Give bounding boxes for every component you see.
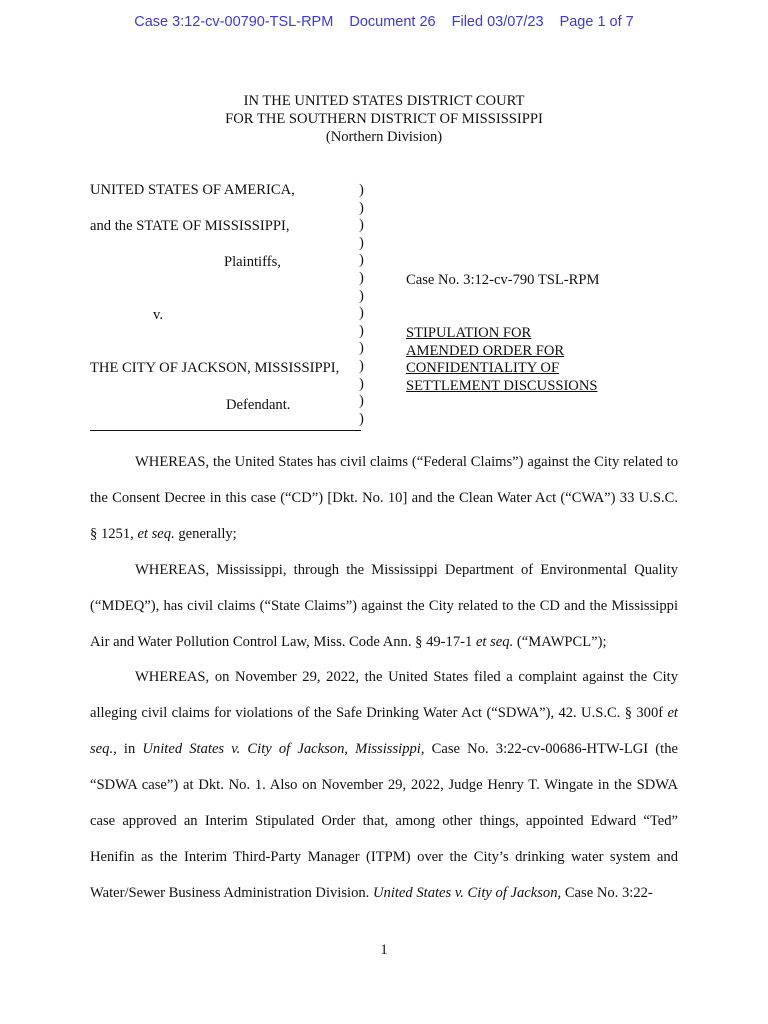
paragraph-text: (“MAWPCL”); — [513, 633, 607, 650]
document-title-line: CONFIDENTIALITY OF — [406, 360, 560, 377]
caption-document-title — [406, 325, 598, 395]
document-title-line: STIPULATION FOR — [406, 325, 532, 341]
stamp-case-number: Case 3:12-cv-00790-TSL-RPM — [134, 14, 334, 30]
paragraph-text: WHEREAS, on November 29, 2022, the United States filed a complaint against the City alleging civil claims for violations of the Safe Drinking Water Act (“SDWA”), 42. U.S.C. § 300f — [90, 669, 678, 722]
paren: ) — [359, 217, 364, 234]
caption-plaintiff-1: UNITED STATES OF AMERICA, — [90, 182, 295, 198]
page-number: 1 — [380, 942, 388, 958]
paragraph-text: WHEREAS, the United States has civil claims (“Federal Claims”) against the City related to the Consent Decree in this case (“CD”) [Dkt. No. 10] and the Clean Water Act (“CWA”) 33 U.S.C. § 1251, — [90, 454, 678, 542]
paren: ) — [359, 182, 364, 198]
court-heading-line1: IN THE UNITED STATES DISTRICT COURT — [243, 93, 525, 109]
paragraph-italic: et seq. — [475, 633, 514, 650]
paragraph-italic: et seq. — [90, 705, 678, 758]
paren: ) — [359, 305, 364, 322]
case-citation: United States v. City of Jackson, Mississippi — [142, 741, 421, 758]
paren: ) — [359, 393, 364, 410]
stamp-page-count: Page 1 of 7 — [559, 14, 634, 30]
paragraph-text: , in — [113, 741, 143, 758]
caption-versus: v. — [153, 307, 163, 323]
caption-bottom-rule — [90, 430, 361, 431]
paragraph-text: WHEREAS, Mississippi, through the Mississippi Department of Environmental Quality (“MDEQ”), has civil claims (“State Claims”) against the City related to the CD and the Mississippi Air and Water Pollution Control Law, Miss. Code Ann. § 49-17-1 — [90, 561, 678, 650]
ecf-header-stamp — [0, 14, 768, 30]
whereas-paragraph-sdwa-complaint — [90, 660, 678, 911]
whereas-paragraph-state-claims — [90, 553, 678, 661]
document-body — [90, 445, 678, 912]
caption-plaintiffs-label: Plaintiffs, — [224, 254, 281, 270]
paren: ) — [359, 199, 364, 216]
paragraph-text: Case No. 3:22- — [561, 884, 653, 901]
paren: ) — [359, 322, 364, 339]
paragraph-text: generally; — [174, 525, 237, 542]
court-heading-line3: (Northern Division) — [325, 129, 443, 145]
paren: ) — [359, 410, 364, 427]
paren: ) — [359, 375, 364, 392]
whereas-paragraph-federal-claims — [90, 445, 678, 553]
document-title-line: AMENDED ORDER FOR — [406, 342, 565, 359]
court-heading-line2: FOR THE SOUTHERN DISTRICT OF MISSISSIPPI — [225, 111, 543, 127]
paren: ) — [359, 340, 364, 357]
document-title-line: SETTLEMENT DISCUSSIONS — [406, 377, 598, 394]
stamp-document-number: Document 26 — [349, 14, 436, 30]
paren: ) — [359, 357, 364, 374]
paren: ) — [359, 234, 364, 251]
case-citation: United States v. City of Jackson, — [372, 884, 562, 901]
stamp-filed-date: Filed 03/07/23 — [451, 14, 544, 30]
paren: ) — [359, 252, 364, 269]
caption-parenthesis-column — [359, 182, 364, 428]
paren: ) — [359, 269, 364, 286]
paragraph-italic: et seq. — [137, 525, 175, 542]
caption-defendant: THE CITY OF JACKSON, MISSISSIPPI, — [90, 360, 340, 376]
paren: ) — [359, 287, 364, 304]
caption-defendant-label: Defendant. — [226, 397, 291, 413]
paragraph-text: , Case No. 3:22-cv-00686-HTW-LGI (the “SDWA case”) at Dkt. No. 1. Also on November 29, 2022, Judge Henry T. Wingate in the SDWA case approved an Interim Stipulated Order that, among other things, appointed Edward “Ted” Henifin as the Interim Third-Party Manager (ITPM) over the City’s drinking water system and Water/Sewer Business Administration Division. — [90, 741, 678, 901]
caption-plaintiff-2: and the STATE OF MISSISSIPPI, — [90, 218, 290, 234]
caption-case-number: Case No. 3:12-cv-790 TSL-RPM — [406, 272, 600, 288]
